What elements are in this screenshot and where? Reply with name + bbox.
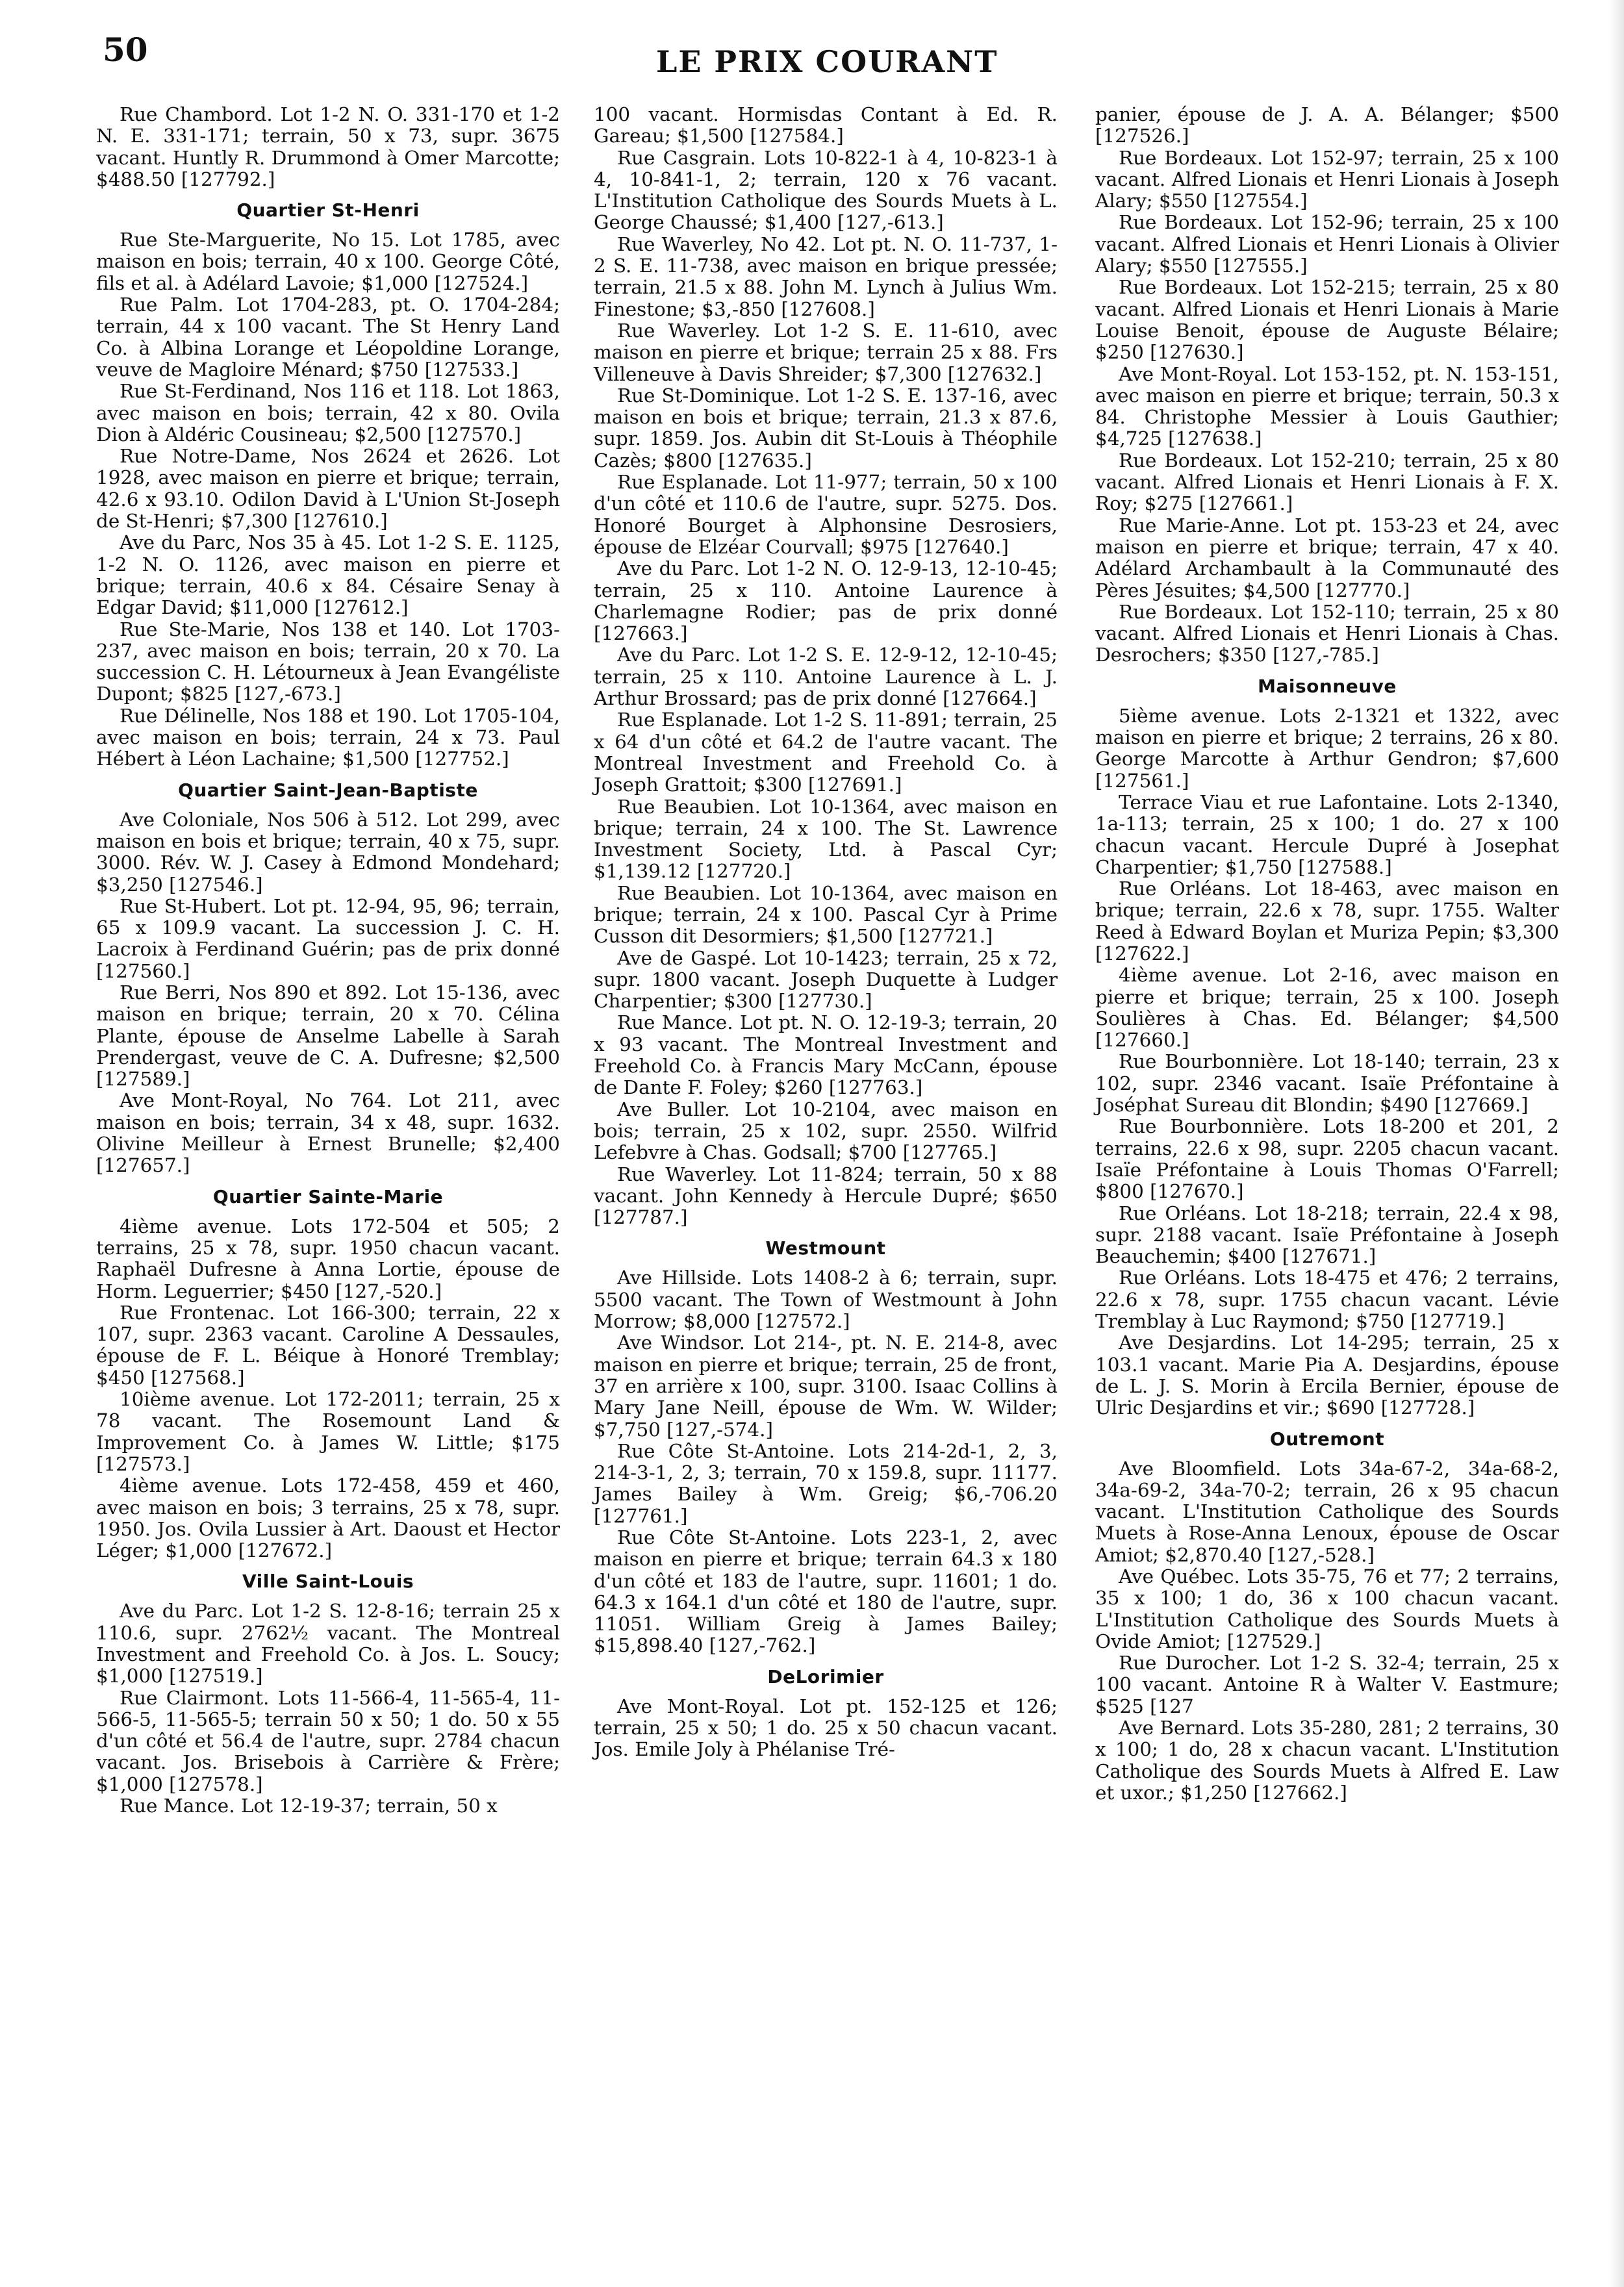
property-transaction-entry: Rue Ste-Marie, Nos 138 et 140. Lot 1703-237, avec maison en bois; terrain, 20 x 70. La succession C. H. Létourneux à Jean Evangéliste Dupont; $825 [127,-673.] — [96, 618, 560, 705]
property-transaction-entry: 4ième avenue. Lot 2-16, avec maison en pierre et brique; terrain, 25 x 100. Joseph Soulières à Chas. Ed. Bélanger; $4,500 [127660.] — [1095, 964, 1559, 1052]
property-transaction-entry: Rue Clairmont. Lots 11-566-4, 11-565-4, 11-566-5, 11-565-5; terrain 50 x 50; 1 do. 50 x 55 d'un côté et 56.4 de l'autre, supr. 2784 chacun vacant. Jos. Brisebois à Carrière & Frère; $1,000 [127578.] — [96, 1686, 560, 1795]
section-heading: Ville Saint-Louis — [242, 1571, 414, 1593]
property-transaction-entry: Rue Délinelle, Nos 188 et 190. Lot 1705-104, avec maison en bois; terrain, 24 x 73. Paul Hébert à Léon Lachaine; $1,500 [127752.] — [96, 704, 560, 770]
property-transaction-entry: Rue Esplanade. Lot 1-2 S. 11-891; terrain, 25 x 64 d'un côté et 64.2 de l'autre vacant. The Montreal Investment and Freehold Co. à Joseph Grattoit; $300 [127691.] — [594, 709, 1058, 796]
section-heading: Outremont — [1269, 1428, 1385, 1450]
property-transaction-entry: Ave Mont-Royal, No 764. Lot 211, avec maison en bois; terrain, 34 x 48, supr. 1632. Olivine Meilleur à Ernest Brunelle; $2,400 [127657.] — [96, 1089, 560, 1177]
property-transaction-entry: Rue Berri, Nos 890 et 892. Lot 15-136, avec maison en brique; terrain, 20 x 70. Célina Plante, épouse de Anselme Labelle à Sarah Prendergast, veuve de C. A. Dufresne; $2,500 [127589.] — [96, 981, 560, 1091]
property-transaction-entry: Rue St-Hubert. Lot pt. 12-94, 95, 96; terrain, 65 x 109.9 vacant. La succession J. C. H. Lacroix à Ferdinand Guérin; pas de prix donné [127560.] — [96, 894, 560, 982]
property-transaction-entry: Rue Marie-Anne. Lot pt. 153-23 et 24, avec maison en pierre et brique; terrain, 47 x 40. Adélard Archambault à la Communauté des Pères Jésuites; $4,500 [127770.] — [1095, 514, 1559, 601]
property-transaction-entry: Rue Chambord. Lot 1-2 N. O. 331-170 et 1-2 N. E. 331-171; terrain, 50 x 73, supr. 3675 vacant. Huntly R. Drummond à Omer Marcotte; $488.50 [127792.] — [96, 103, 560, 190]
property-transaction-entry: Ave Coloniale, Nos 506 à 512. Lot 299, avec maison en bois et brique; terrain, 40 x 75, supr. 3000. Rév. W. J. Casey à Edmond Mondehard; $3,250 [127546.] — [96, 808, 560, 896]
property-transaction-entry: Rue Beaubien. Lot 10-1364, avec maison en brique; terrain, 24 x 100. Pascal Cyr à Prime Cusson dit Desormiers; $1,500 [127721.] — [594, 881, 1058, 948]
property-transaction-entry: Rue Côte St-Antoine. Lots 214-2d-1, 2, 3, 214-3-1, 2, 3; terrain, 70 x 159.8, supr. 11177. James Bailey à Wm. Greig; $6,-706.20 [127761.] — [594, 1439, 1058, 1527]
property-transaction-entry: Ave de Gaspé. Lot 10-1423; terrain, 25 x 72, supr. 1800 vacant. Joseph Duquette à Ludger Charpentier; $300 [127730.] — [594, 946, 1058, 1013]
property-transaction-entry: Rue Ste-Marguerite, No 15. Lot 1785, avec maison en bois; terrain, 40 x 100. George Côté, fils et al. à Adélard Lavoie; $1,000 [127524.] — [96, 229, 560, 294]
property-transaction-entry: Rue Bourbonnière. Lots 18-200 et 201, 2 terrains, 22.6 x 98, supr. 2205 chacun vacant. Isaïe Préfontaine à Louis Thomas O'Farrell; $800 [127670.] — [1095, 1115, 1559, 1203]
column-middle — [594, 104, 1058, 1761]
property-transaction-entry: 4ième avenue. Lots 172-458, 459 et 460, avec maison en bois; 3 terrains, 25 x 78, supr. 1950. Jos. Ovila Lussier à Art. Daoust et Hector Léger; $1,000 [127672.] — [96, 1474, 560, 1562]
property-transaction-entry: 10ième avenue. Lot 172-2011; terrain, 25 x 78 vacant. The Rosemount Land & Improvement Co. à James W. Little; $175 [127573.] — [96, 1388, 560, 1475]
property-transaction-entry: Terrace Viau et rue Lafontaine. Lots 2-1340, 1a-113; terrain, 25 x 100; 1 do. 27 x 100 chacun vacant. Hercule Dupré à Josephat Charpentier; $1,750 [127588.] — [1095, 790, 1559, 878]
property-transaction-entry: Rue Durocher. Lot 1-2 S. 32-4; terrain, 25 x 100 vacant. Antoine R à Walter V. Eastmure; $525 [127 — [1095, 1652, 1559, 1717]
property-transaction-entry: Rue St-Dominique. Lot 1-2 S. E. 137-16, avec maison en bois et brique; terrain, 21.3 x 87.6, supr. 1859. Jos. Aubin dit St-Louis à Théophile Cazès; $800 [127635.] — [594, 384, 1058, 472]
property-transaction-entry: Rue Waverley. Lot 11-824; terrain, 50 x 88 vacant. John Kennedy à Hercule Dupré; $650 [127787.] — [594, 1163, 1058, 1229]
property-transaction-entry: Ave Buller. Lot 10-2104, avec maison en bois; terrain, 25 x 102, supr. 2550. Wilfrid Lefebvre à Chas. Godsall; $700 [127765.] — [594, 1098, 1058, 1164]
property-transaction-entry: Ave du Parc. Lot 1-2 S. E. 12-9-12, 12-10-45; terrain, 25 x 110. Antoine Laurence à L. J. Arthur Brossard; pas de prix donné [127664.] — [594, 644, 1058, 710]
property-transaction-entry: Rue Waverley. Lot 1-2 S. E. 11-610, avec maison en pierre et brique; terrain 25 x 88. Frs Villeneuve à Davis Shreider; $7,300 [127632.] — [594, 319, 1058, 385]
property-transaction-entry: Rue Mance. Lot 12-19-37; terrain, 50 x — [120, 1795, 498, 1817]
property-transaction-entry: Rue Waverley, No 42. Lot pt. N. O. 11-737, 1-2 S. E. 11-738, avec maison en brique pressée; terrain, 21.5 x 88. John M. Lynch à Julius Wm. Finestone; $3,-850 [127608.] — [594, 233, 1058, 320]
property-transaction-entry: Ave du Parc. Lot 1-2 S. 12-8-16; terrain 25 x 110.6, supr. 2762½ vacant. The Montreal Investment and Freehold Co. à Jos. L. Soucy; $1,000 [127519.] — [96, 1600, 560, 1687]
property-transaction-entry: Ave Mont-Royal. Lot pt. 152-125 et 126; terrain, 25 x 50; 1 do. 25 x 50 chacun vacant. Jos. Emile Joly à Phélanise Tré- — [594, 1695, 1058, 1761]
property-transaction-entry: panier, épouse de J. A. A. Bélanger; $500 [127526.] — [1095, 103, 1559, 147]
property-transaction-entry: Rue Côte St-Antoine. Lots 223-1, 2, avec maison en pierre et brique; terrain 64.3 x 180 d'un côté et 183 de l'autre, supr. 11601; 1 do. 64.3 x 164.1 d'un côté et 180 de l'autre, supr. 11051. William Greig à James Bailey; $15,898.40 [127,-762.] — [594, 1526, 1058, 1657]
section-heading: Quartier Saint-Jean-Baptiste — [178, 779, 478, 801]
property-transaction-entry: Ave Bernard. Lots 35-280, 281; 2 terrains, 30 x 100; 1 do, 28 x chacun vacant. L'Institution Catholique des Sourds Muets à Alfred E. Law et uxor.; $1,250 [127662.] — [1095, 1717, 1559, 1804]
section-heading: Westmount — [765, 1237, 886, 1259]
property-transaction-entry: Rue Bordeaux. Lot 152-215; terrain, 25 x 80 vacant. Alfred Lionais et Henri Lionais à Marie Louise Benoit, épouse de Auguste Bélaire; $250 [127630.] — [1095, 276, 1559, 364]
property-transaction-entry: Ave Hillside. Lots 1408-2 à 6; terrain, supr. 5500 vacant. The Town of Westmount à John Morrow; $8,000 [127572.] — [594, 1267, 1058, 1333]
property-transaction-entry: Rue Orléans. Lots 18-475 et 476; 2 terrains, 22.6 x 78, supr. 1755 chacun vacant. Lévie Tremblay à Luc Raymond; $750 [127719.] — [1095, 1267, 1559, 1333]
property-transaction-entry: Rue Palm. Lot 1704-283, pt. O. 1704-284; terrain, 44 x 100 vacant. The St Henry Land Co. à Albina Lorange et Léopoldine Lorange, veuve de Magloire Ménard; $750 [127533.] — [96, 294, 560, 381]
property-transaction-entry: Rue Mance. Lot pt. N. O. 12-19-3; terrain, 20 x 93 vacant. The Montreal Investment and Freehold Co. à Francis Mary McCann, épouse de Dante F. Foley; $260 [127763.] — [594, 1011, 1058, 1099]
property-transaction-entry: Rue Notre-Dame, Nos 2624 et 2626. Lot 1928, avec maison en pierre et brique; terrain, 42.6 x 93.10. Odilon David à L'Union St-Joseph de St-Henri; $7,300 [127610.] — [96, 445, 560, 533]
property-transaction-entry: Rue Bourbonnière. Lot 18-140; terrain, 23 x 102, supr. 2346 vacant. Isaïe Préfontaine à Joséphat Sureau dit Blondin; $490 [127669.] — [1095, 1050, 1559, 1117]
property-transaction-entry: Rue Orléans. Lot 18-218; terrain, 22.4 x 98, supr. 2188 vacant. Isaïe Préfontaine à Joseph Beauchemin; $400 [127671.] — [1095, 1202, 1559, 1268]
section-heading: Maisonneuve — [1258, 675, 1397, 697]
property-transaction-entry: 100 vacant. Hormisdas Contant à Ed. R. Gareau; $1,500 [127584.] — [594, 103, 1058, 147]
property-transaction-entry: Rue Orléans. Lot 18-463, avec maison en brique; terrain, 22.6 x 78, supr. 1755. Walter Reed à Edward Boylan et Muriza Pepin; $3,300 [127622.] — [1095, 878, 1559, 965]
property-transaction-entry: Rue Bordeaux. Lot 152-97; terrain, 25 x 100 vacant. Alfred Lionais et Henri Lionais à Joseph Alary; $550 [127554.] — [1095, 146, 1559, 212]
property-transaction-entry: Ave du Parc. Lot 1-2 N. O. 12-9-13, 12-10-45; terrain, 25 x 110. Antoine Laurence à Charlemagne Rodier; pas de prix donné [127663.] — [594, 557, 1058, 645]
property-transaction-entry: Ave du Parc, Nos 35 à 45. Lot 1-2 S. E. 1125, 1-2 N. O. 1126, avec maison en pierre et brique; terrain, 40.6 x 84. Césaire Senay à Edgar David; $11,000 [127612.] — [96, 531, 560, 619]
section-heading: DeLorimier — [767, 1665, 884, 1687]
property-transaction-entry: Rue Beaubien. Lot 10-1364, avec maison en brique; terrain, 24 x 100. The St. Lawrence Investment Society, Ltd. à Pascal Cyr; $1,139.12 [127720.] — [594, 795, 1058, 883]
running-title: LE PRIX COURANT — [656, 44, 998, 79]
section-heading: Quartier Sainte-Marie — [212, 1185, 444, 1207]
page-number: 50 — [103, 31, 148, 69]
property-transaction-entry: 5ième avenue. Lots 2-1321 et 1322, avec maison en pierre et brique; 2 terrains, 26 x 80. George Marcotte à Arthur Gendron; $7,600 [127561.] — [1095, 704, 1559, 792]
property-transaction-entry: Rue St-Ferdinand, Nos 116 et 118. Lot 1863, avec maison en bois; terrain, 42 x 80. Ovila Dion à Aldéric Cousineau; $2,500 [127570.] — [96, 380, 560, 446]
property-transaction-entry: Ave Québec. Lots 35-75, 76 et 77; 2 terrains, 35 x 100; 1 do, 36 x 100 chacun vacant. L'Institution Catholique des Sourds Muets à Ovide Amiot; [127529.] — [1095, 1565, 1559, 1652]
property-transaction-entry: Rue Bordeaux. Lot 152-96; terrain, 25 x 100 vacant. Alfred Lionais et Henri Lionais à Olivier Alary; $550 [127555.] — [1095, 211, 1559, 277]
property-transaction-entry: Ave Bloomfield. Lots 34a-67-2, 34a-68-2, 34a-69-2, 34a-70-2; terrain, 26 x 95 chacun vacant. L'Institution Catholique des Sourds Muets à Rose-Anna Lenoux, épouse de Oscar Amiot; $2,870.40 [127,-528.] — [1095, 1457, 1559, 1566]
property-transaction-entry: Rue Bordeaux. Lot 152-110; terrain, 25 x 80 vacant. Alfred Lionais et Henri Lionais à Chas. Desrochers; $350 [127,-785.] — [1095, 600, 1559, 666]
property-transaction-entry: Rue Esplanade. Lot 11-977; terrain, 50 x 100 d'un côté et 110.6 de l'autre, supr. 5275. Dos. Honoré Bourget à Alphonsine Desrosiers, épouse de Elzéar Courvall; $975 [127640.] — [594, 471, 1058, 558]
property-transaction-entry: Rue Bordeaux. Lot 152-210; terrain, 25 x 80 vacant. Alfred Lionais et Henri Lionais à F. X. Roy; $275 [127661.] — [1095, 449, 1559, 515]
property-transaction-entry: Ave Mont-Royal. Lot 153-152, pt. N. 153-151, avec maison en pierre et brique; terrain, 50.3 x 84. Christophe Messier à Louis Gauthier; $4,725 [127638.] — [1095, 362, 1559, 450]
column-right — [1095, 104, 1559, 1804]
page-edge-shadow — [1610, 0, 1624, 2287]
property-transaction-entry: Rue Casgrain. Lots 10-822-1 à 4, 10-823-1 à 4, 10-841-1, 2; terrain, 120 x 76 vacant. L'Institution Catholique des Sourds Muets à L. George Chaussé; $1,400 [127,-613.] — [594, 146, 1058, 234]
section-heading: Quartier St-Henri — [236, 199, 420, 221]
property-transaction-entry: 4ième avenue. Lots 172-504 et 505; 2 terrains, 25 x 78, supr. 1950 chacun vacant. Raphaël Dufresne à Anna Lortie, épouse de Horm. Leguerrier; $450 [127,-520.] — [96, 1215, 560, 1302]
property-transaction-entry: Ave Windsor. Lot 214-, pt. N. E. 214-8, avec maison en pierre et brique; terrain, 25 de front, 37 en arrière x 100, supr. 3100. Isaac Collins à Mary Jane Neill, épouse de Wm. W. Wilder; $7,750 [127,-574.] — [594, 1332, 1058, 1441]
property-transaction-entry: Rue Frontenac. Lot 166-300; terrain, 22 x 107, supr. 2363 vacant. Caroline A Dessaules, épouse de F. L. Béique à Honoré Tremblay; $450 [127568.] — [96, 1301, 560, 1389]
column-left — [96, 104, 560, 1817]
property-transaction-entry: Ave Desjardins. Lot 14-295; terrain, 25 x 103.1 vacant. Marie Pia A. Desjardins, épouse de L. J. S. Morin à Ercila Bernier, épouse de Ulric Desjardins et vir.; $690 [127728.] — [1095, 1332, 1559, 1419]
